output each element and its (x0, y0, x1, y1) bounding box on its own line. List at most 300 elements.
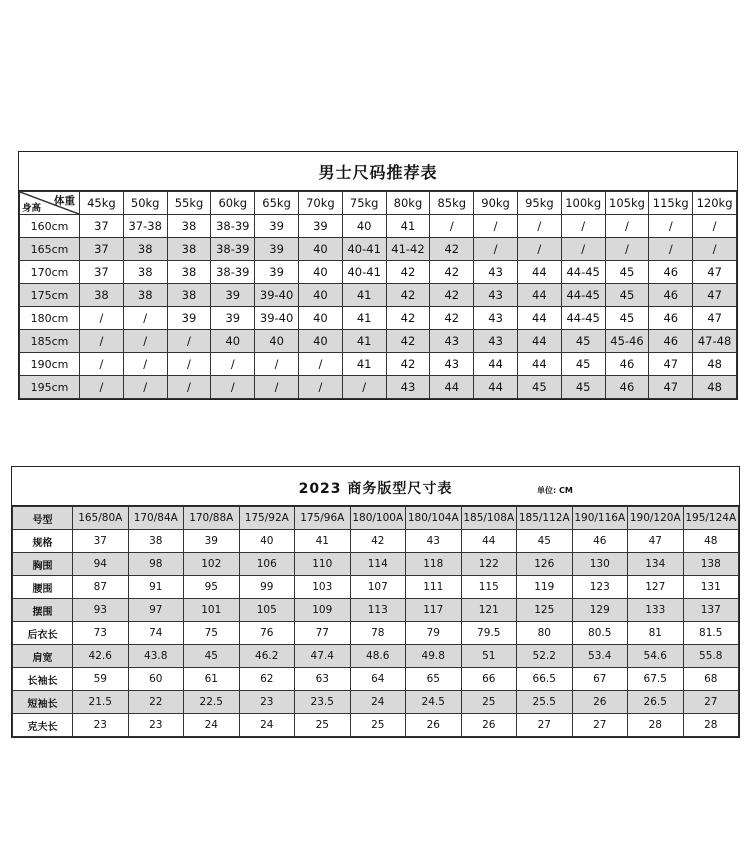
weight-header-cell: 50kg (123, 192, 167, 215)
measurement-cell: 109 (295, 599, 351, 622)
size-cell: 46 (649, 284, 693, 307)
size-cell: 45 (561, 376, 605, 399)
measurement-cell: 27 (517, 714, 573, 737)
size-cell: / (693, 215, 737, 238)
size-cell: 45 (605, 261, 649, 284)
measurement-cell: 125 (517, 599, 573, 622)
size-cell: 44 (474, 376, 518, 399)
table-row (13, 714, 739, 737)
measurement-cell: 126 (517, 553, 573, 576)
measurement-cell: 137 (683, 599, 739, 622)
size-cell: 39-40 (255, 284, 299, 307)
measurement-cell: 46 (572, 530, 628, 553)
measurement-cell: 99 (239, 576, 295, 599)
measurement-cell: 38 (128, 530, 184, 553)
size-cell: / (255, 376, 299, 399)
measurement-label-cell: 摆围 (13, 599, 73, 622)
size-cell: / (517, 238, 561, 261)
size-code-header-cell: 185/112A (517, 507, 573, 530)
size-cell: 43 (474, 261, 518, 284)
measurement-cell: 97 (128, 599, 184, 622)
size-cell: 42 (430, 238, 474, 261)
size-cell: 46 (649, 307, 693, 330)
size-cell: 40-41 (342, 238, 386, 261)
table-row (20, 353, 737, 376)
size-cell: / (649, 238, 693, 261)
size-cell: / (298, 376, 342, 399)
size-cell: 44-45 (561, 284, 605, 307)
size-cell: 45 (605, 284, 649, 307)
table-row (20, 215, 737, 238)
size-cell: 40-41 (342, 261, 386, 284)
measurement-cell: 23 (239, 691, 295, 714)
size-cell: 44 (517, 330, 561, 353)
measurement-cell: 80 (517, 622, 573, 645)
measurement-cell: 28 (628, 714, 684, 737)
size-cell: 39 (167, 307, 211, 330)
size-cell: / (517, 215, 561, 238)
size-cell: 41 (342, 307, 386, 330)
size-cell: 44 (517, 353, 561, 376)
size-cell: / (80, 330, 124, 353)
size-cell: 43 (430, 330, 474, 353)
size-cell: / (649, 215, 693, 238)
measurement-cell: 130 (572, 553, 628, 576)
size-cell: 38 (80, 284, 124, 307)
measurement-cell: 63 (295, 668, 351, 691)
measurement-cell: 133 (628, 599, 684, 622)
table-row (20, 284, 737, 307)
measurement-cell: 93 (73, 599, 129, 622)
size-cell: 44 (517, 284, 561, 307)
measurement-cell: 65 (406, 668, 462, 691)
measurement-cell: 105 (239, 599, 295, 622)
size-cell: 37 (80, 261, 124, 284)
size-cell: 43 (474, 307, 518, 330)
measurement-cell: 48.6 (350, 645, 406, 668)
size-code-header-cell: 185/108A (461, 507, 517, 530)
measurement-cell: 94 (73, 553, 129, 576)
size-recommendation-table (18, 151, 738, 400)
height-label-cell: 195cm (20, 376, 80, 399)
size-cell: 40 (298, 330, 342, 353)
measurement-cell: 48 (683, 530, 739, 553)
size-cell: / (211, 353, 255, 376)
measurement-cell: 64 (350, 668, 406, 691)
weight-header-cell: 100kg (561, 192, 605, 215)
measurement-cell: 74 (128, 622, 184, 645)
size-cell: 48 (693, 376, 737, 399)
size-cell: 40 (298, 284, 342, 307)
measurement-cell: 66 (461, 668, 517, 691)
measurement-cell: 113 (350, 599, 406, 622)
size-cell: 44 (430, 376, 474, 399)
measurement-cell: 27 (683, 691, 739, 714)
size-cell: 37-38 (123, 215, 167, 238)
size-cell: 37 (80, 238, 124, 261)
table-row (20, 261, 737, 284)
size-cell: 45 (517, 376, 561, 399)
weight-header-cell: 60kg (211, 192, 255, 215)
measurement-cell: 138 (683, 553, 739, 576)
size-cell: 46 (605, 353, 649, 376)
size-cell: 48 (693, 353, 737, 376)
size-cell: 38 (167, 261, 211, 284)
measurement-cell: 76 (239, 622, 295, 645)
measurement-cell: 21.5 (73, 691, 129, 714)
measurement-cell: 52.2 (517, 645, 573, 668)
measurement-cell: 24 (350, 691, 406, 714)
measurement-label-cell: 克夫长 (13, 714, 73, 737)
measurement-cell: 22 (128, 691, 184, 714)
measurement-cell: 122 (461, 553, 517, 576)
measurement-cell: 114 (350, 553, 406, 576)
measurement-cell: 44 (461, 530, 517, 553)
size-cell: 42 (430, 261, 474, 284)
weight-header-cell: 70kg (298, 192, 342, 215)
measurement-cell: 26 (572, 691, 628, 714)
size-cell: / (561, 215, 605, 238)
size-cell: 47 (649, 353, 693, 376)
corner-weight-label: 体重 (54, 195, 75, 207)
size-cell: 44 (517, 261, 561, 284)
measurement-cell: 47 (628, 530, 684, 553)
size-recommendation-title: 男士尺码推荐表 (19, 152, 737, 191)
table-row (13, 576, 739, 599)
measurement-cell: 134 (628, 553, 684, 576)
measurement-cell: 123 (572, 576, 628, 599)
size-code-header-cell: 175/92A (239, 507, 295, 530)
table-row (20, 238, 737, 261)
size-chart-header-label: 号型 (13, 507, 73, 530)
measurement-cell: 62 (239, 668, 295, 691)
measurement-label-cell: 肩宽 (13, 645, 73, 668)
corner-cell (20, 192, 80, 215)
size-cell: 47 (693, 284, 737, 307)
size-cell: 41 (342, 330, 386, 353)
measurement-cell: 61 (184, 668, 240, 691)
measurement-cell: 27 (572, 714, 628, 737)
measurement-cell: 98 (128, 553, 184, 576)
measurement-label-cell: 胸围 (13, 553, 73, 576)
measurement-cell: 47.4 (295, 645, 351, 668)
height-label-cell: 160cm (20, 215, 80, 238)
size-cell: 45 (561, 353, 605, 376)
measurement-cell: 103 (295, 576, 351, 599)
size-chart-table (11, 466, 740, 738)
measurement-cell: 39 (184, 530, 240, 553)
measurement-cell: 81.5 (683, 622, 739, 645)
weight-header-cell: 55kg (167, 192, 211, 215)
measurement-cell: 79 (406, 622, 462, 645)
size-cell: 38 (123, 238, 167, 261)
size-cell: / (561, 238, 605, 261)
measurement-cell: 22.5 (184, 691, 240, 714)
size-cell: 38 (123, 284, 167, 307)
weight-header-cell: 75kg (342, 192, 386, 215)
size-cell: 38-39 (211, 215, 255, 238)
size-cell: / (605, 215, 649, 238)
size-cell: 42 (386, 330, 430, 353)
height-label-cell: 170cm (20, 261, 80, 284)
size-cell: 39 (255, 215, 299, 238)
weight-header-cell: 85kg (430, 192, 474, 215)
height-label-cell: 165cm (20, 238, 80, 261)
size-code-header-cell: 190/120A (628, 507, 684, 530)
size-cell: 47 (693, 261, 737, 284)
size-cell: 39 (255, 261, 299, 284)
measurement-cell: 81 (628, 622, 684, 645)
size-cell: 43 (474, 330, 518, 353)
size-cell: / (255, 353, 299, 376)
weight-header-cell: 120kg (693, 192, 737, 215)
size-cell: 42 (386, 353, 430, 376)
measurement-cell: 26 (461, 714, 517, 737)
size-cell: 42 (386, 307, 430, 330)
measurement-cell: 66.5 (517, 668, 573, 691)
size-cell: 43 (474, 284, 518, 307)
size-cell: 40 (211, 330, 255, 353)
measurement-cell: 55.8 (683, 645, 739, 668)
measurement-cell: 67 (572, 668, 628, 691)
size-cell: / (123, 376, 167, 399)
measurement-cell: 131 (683, 576, 739, 599)
size-cell: 38-39 (211, 238, 255, 261)
table-row (13, 645, 739, 668)
measurement-cell: 25.5 (517, 691, 573, 714)
measurement-cell: 42 (350, 530, 406, 553)
size-cell: 44 (517, 307, 561, 330)
size-cell: 42 (386, 261, 430, 284)
size-cell: 38-39 (211, 261, 255, 284)
size-cell: 43 (386, 376, 430, 399)
height-label-cell: 180cm (20, 307, 80, 330)
table-row (13, 599, 739, 622)
size-cell: 44 (474, 353, 518, 376)
size-code-header-cell: 180/104A (406, 507, 462, 530)
size-cell: 41 (342, 353, 386, 376)
table-row (13, 691, 739, 714)
measurement-cell: 79.5 (461, 622, 517, 645)
size-cell: / (123, 353, 167, 376)
weight-header-cell: 45kg (80, 192, 124, 215)
measurement-cell: 67.5 (628, 668, 684, 691)
table-row (13, 530, 739, 553)
weight-header-row (20, 192, 737, 215)
size-cell: / (474, 215, 518, 238)
size-cell: / (474, 238, 518, 261)
measurement-cell: 127 (628, 576, 684, 599)
size-cell: 44-45 (561, 307, 605, 330)
size-cell: 38 (123, 261, 167, 284)
size-cell: / (80, 376, 124, 399)
size-cell: / (211, 376, 255, 399)
weight-header-cell: 105kg (605, 192, 649, 215)
measurement-cell: 75 (184, 622, 240, 645)
size-code-header-cell: 175/96A (295, 507, 351, 530)
corner-height-label: 身高 (22, 203, 42, 214)
measurement-cell: 119 (517, 576, 573, 599)
table-row (20, 376, 737, 399)
size-cell: / (605, 238, 649, 261)
measurement-cell: 43.8 (128, 645, 184, 668)
measurement-cell: 49.8 (406, 645, 462, 668)
measurement-cell: 28 (683, 714, 739, 737)
size-cell: 46 (649, 330, 693, 353)
size-cell: / (80, 353, 124, 376)
measurement-cell: 91 (128, 576, 184, 599)
size-cell: 40 (298, 307, 342, 330)
measurement-cell: 25 (295, 714, 351, 737)
size-cell: 46 (605, 376, 649, 399)
measurement-cell: 80.5 (572, 622, 628, 645)
measurement-cell: 121 (461, 599, 517, 622)
size-chart-title: 2023 商务版型尺寸表 (298, 481, 453, 497)
size-cell: 42 (386, 284, 430, 307)
size-code-header-cell: 195/124A (683, 507, 739, 530)
size-cell: / (167, 353, 211, 376)
size-chart-header-row (13, 507, 739, 530)
table-row (20, 307, 737, 330)
size-cell: / (167, 330, 211, 353)
measurement-cell: 51 (461, 645, 517, 668)
table-row (13, 553, 739, 576)
measurement-cell: 78 (350, 622, 406, 645)
measurement-label-cell: 长袖长 (13, 668, 73, 691)
measurement-cell: 54.6 (628, 645, 684, 668)
size-cell: 38 (167, 215, 211, 238)
measurement-cell: 106 (239, 553, 295, 576)
measurement-cell: 24 (184, 714, 240, 737)
measurement-cell: 117 (406, 599, 462, 622)
measurement-cell: 25 (350, 714, 406, 737)
size-cell: / (167, 376, 211, 399)
measurement-cell: 110 (295, 553, 351, 576)
height-label-cell: 190cm (20, 353, 80, 376)
size-cell: 42 (430, 284, 474, 307)
measurement-cell: 73 (73, 622, 129, 645)
weight-header-cell: 90kg (474, 192, 518, 215)
size-cell: 42 (430, 307, 474, 330)
size-cell: 39 (211, 284, 255, 307)
measurement-cell: 118 (406, 553, 462, 576)
size-cell: 41 (342, 284, 386, 307)
size-cell: 40 (255, 330, 299, 353)
size-cell: 38 (167, 284, 211, 307)
measurement-label-cell: 后衣长 (13, 622, 73, 645)
size-cell: 39-40 (255, 307, 299, 330)
table-row (13, 622, 739, 645)
measurement-cell: 60 (128, 668, 184, 691)
size-cell: / (80, 307, 124, 330)
size-cell: 38 (167, 238, 211, 261)
size-cell: 41 (386, 215, 430, 238)
measurement-cell: 40 (239, 530, 295, 553)
measurement-cell: 129 (572, 599, 628, 622)
measurement-cell: 23 (73, 714, 129, 737)
measurement-cell: 41 (295, 530, 351, 553)
size-cell: 47 (649, 376, 693, 399)
measurement-cell: 42.6 (73, 645, 129, 668)
size-cell: / (430, 215, 474, 238)
measurement-label-cell: 短袖长 (13, 691, 73, 714)
measurement-cell: 46.2 (239, 645, 295, 668)
measurement-cell: 24 (239, 714, 295, 737)
size-code-header-cell: 180/100A (350, 507, 406, 530)
weight-header-cell: 65kg (255, 192, 299, 215)
measurement-cell: 23.5 (295, 691, 351, 714)
measurement-cell: 24.5 (406, 691, 462, 714)
weight-header-cell: 115kg (649, 192, 693, 215)
size-cell: 46 (649, 261, 693, 284)
size-cell: 47 (693, 307, 737, 330)
size-chart-grid (12, 506, 739, 737)
size-cell: / (123, 307, 167, 330)
size-code-header-cell: 190/116A (572, 507, 628, 530)
measurement-cell: 68 (683, 668, 739, 691)
measurement-cell: 87 (73, 576, 129, 599)
size-cell: 45-46 (605, 330, 649, 353)
measurement-cell: 45 (184, 645, 240, 668)
size-cell: 40 (298, 261, 342, 284)
measurement-cell: 115 (461, 576, 517, 599)
height-label-cell: 175cm (20, 284, 80, 307)
size-cell: 47-48 (693, 330, 737, 353)
size-cell: / (298, 353, 342, 376)
size-code-header-cell: 170/88A (184, 507, 240, 530)
size-cell: 40 (298, 238, 342, 261)
weight-header-cell: 95kg (517, 192, 561, 215)
measurement-cell: 101 (184, 599, 240, 622)
measurement-cell: 102 (184, 553, 240, 576)
measurement-cell: 77 (295, 622, 351, 645)
size-code-header-cell: 170/84A (128, 507, 184, 530)
measurement-cell: 37 (73, 530, 129, 553)
measurement-cell: 59 (73, 668, 129, 691)
size-chart-title-bar (12, 467, 739, 506)
table-row (20, 330, 737, 353)
measurement-label-cell: 规格 (13, 530, 73, 553)
measurement-cell: 95 (184, 576, 240, 599)
size-recommendation-grid (19, 191, 737, 399)
measurement-cell: 43 (406, 530, 462, 553)
size-chart-unit: 单位: CM (537, 486, 573, 495)
measurement-cell: 45 (517, 530, 573, 553)
size-cell: 41-42 (386, 238, 430, 261)
size-cell: 37 (80, 215, 124, 238)
measurement-cell: 53.4 (572, 645, 628, 668)
size-cell: 39 (255, 238, 299, 261)
size-cell: 45 (561, 330, 605, 353)
size-cell: / (123, 330, 167, 353)
measurement-cell: 26 (406, 714, 462, 737)
size-cell: / (693, 238, 737, 261)
measurement-cell: 107 (350, 576, 406, 599)
table-row (13, 668, 739, 691)
size-cell: 44-45 (561, 261, 605, 284)
measurement-cell: 111 (406, 576, 462, 599)
measurement-cell: 26.5 (628, 691, 684, 714)
size-cell: 43 (430, 353, 474, 376)
height-label-cell: 185cm (20, 330, 80, 353)
size-cell: 39 (211, 307, 255, 330)
size-cell: 45 (605, 307, 649, 330)
measurement-cell: 25 (461, 691, 517, 714)
size-code-header-cell: 165/80A (73, 507, 129, 530)
measurement-cell: 23 (128, 714, 184, 737)
weight-header-cell: 80kg (386, 192, 430, 215)
size-cell: 40 (342, 215, 386, 238)
